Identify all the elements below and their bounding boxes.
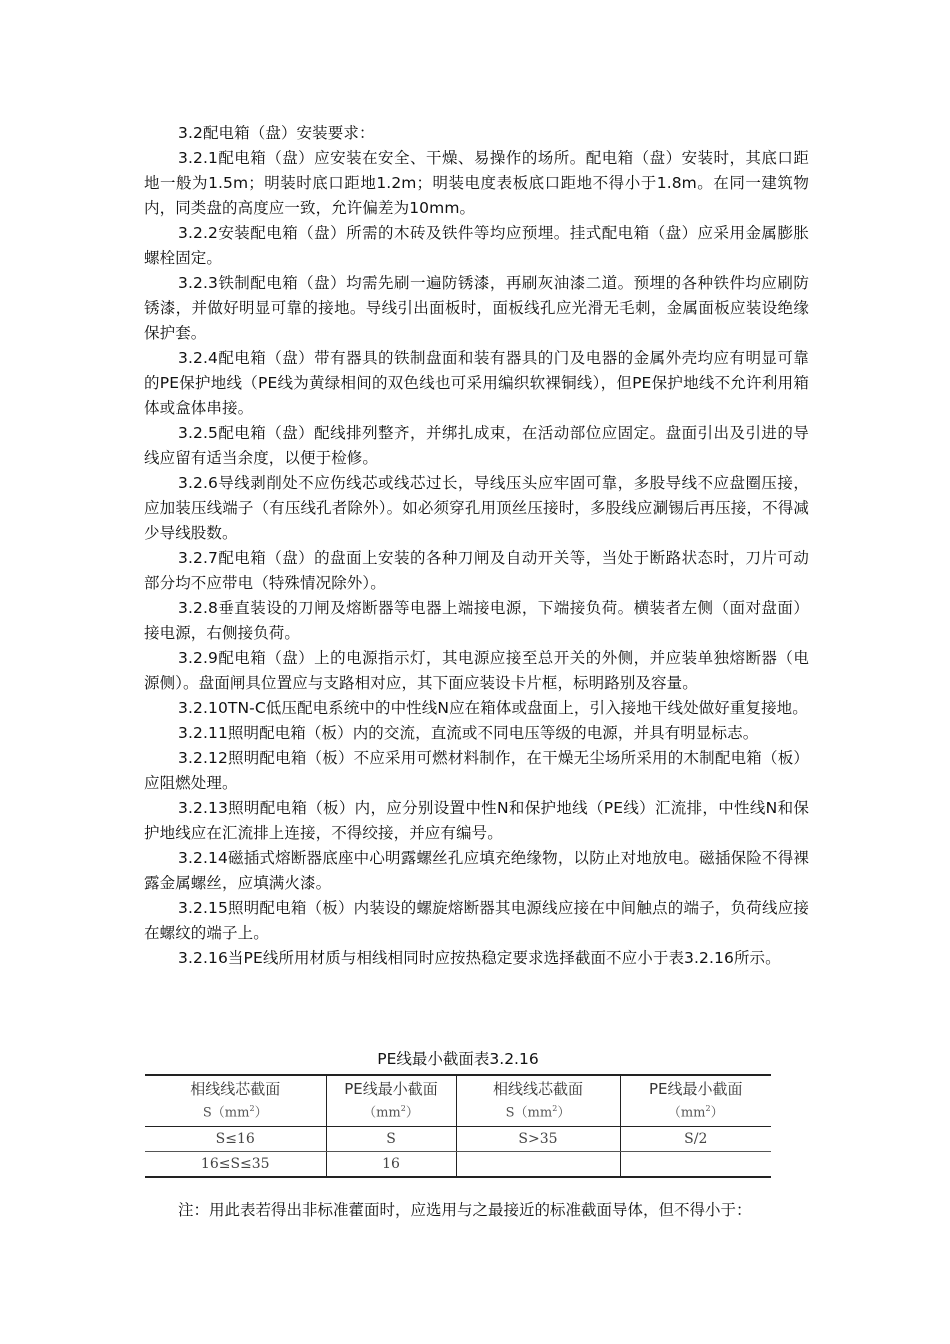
clause-3-2-13: 3.2.13照明配电箱（板）内，应分别设置中性N和保护地线（PE线）汇流排，中性线N和保护地线应在汇流排上连接，不得绞接，并应有编号。 [144,799,809,842]
table-header-row [145,1075,771,1127]
header-unit: $S(mm^2)$ [505,1103,571,1121]
clause-3-2-10: 3.2.10TN-C低压配电系统中的中性线N应在箱体或盘面上，引入接地干线处做好重复接地。 [178,699,808,717]
clause-3-2-14: 3.2.14磁插式熔断器底座中心明露螺丝孔应填充绝缘物，以防止对地放电。磁插保险不得裸露金属螺丝，应填满火漆。 [144,849,809,892]
table-cell: S [326,1127,456,1152]
table-note: 注：用此表若得出非标准藿面时，应选用与之最接近的标准截面导体，但不得小于： [178,1201,752,1219]
table-header-cell [326,1075,456,1127]
header-unit: $(mm^2)$ [667,1103,724,1121]
header-unit: $S(mm^2)$ [202,1103,268,1121]
clause-3-2-8: 3.2.8垂直装设的刀闸及熔断器等电器上端接电源，下端接负荷。横装者左侧（面对盘面）接电源，右侧接负荷。 [144,599,809,642]
clause-3-2-16: 3.2.16当PE线所用材质与相线相同时应按热稳定要求选择截面不应小于表3.2.16所示。 [178,949,781,967]
clause-3-2-3: 3.2.3铁制配电箱（盘）均需先刷一遍防锈漆，再刷灰油漆二道。预埋的各种铁件均应刷防锈漆，并做好明显可靠的接地。导线引出面板时，面板线孔应光滑无毛刺，金属面板应装设绝缘保护套。 [144,274,809,342]
header-unit: $(mm^2)$ [363,1103,419,1121]
table-cell: S>35 [456,1127,620,1152]
clause-3-2-5: 3.2.5配电箱（盘）配线排列整齐，并绑扎成束，在活动部位应固定。盘面引出及引进的导线应留有适当余度，以便于检修。 [144,424,809,467]
table-row [145,1152,771,1178]
table-cell: 16≤S≤35 [145,1152,326,1178]
table-header-cell [145,1075,326,1127]
table-header-cell [620,1075,771,1127]
section-heading: 3.2配电箱（盘）安装要求： [178,124,375,142]
table-cell: 16 [326,1152,456,1178]
document-body [144,121,809,971]
clause-3-2-9: 3.2.9配电箱（盘）上的电源指示灯，其电源应接至总开关的外侧，并应装单独熔断器（电源侧）。盘面闸具位置应与支路相对应，其下面应装设卡片框，标明路别及容量。 [144,649,809,692]
table-cell: S/2 [620,1127,771,1152]
clause-3-2-7: 3.2.7配电箱（盘）的盘面上安装的各种刀闸及自动开关等，当处于断路状态时，刀片可动部分均不应带电（特殊情况除外）。 [144,549,809,592]
header-name: PE线最小截面 [344,1079,438,1098]
clause-3-2-12: 3.2.12照明配电箱（板）不应采用可燃材料制作，在干燥无尘场所采用的木制配电箱（板）应阻燃处理。 [144,749,809,792]
table-cell [620,1152,771,1178]
clause-3-2-1: 3.2.1配电箱（盘）应安装在安全、干燥、易操作的场所。配电箱（盘）安装时，其底口距地一般为1.5m；明装时底口距地1.2m；明装电度表板底口距地不得小于1.8m。在同一建筑物内，同类盘的高度应一致，允许偏差为10mm。 [144,149,809,217]
table-header-cell [456,1075,620,1127]
header-name: 相线线芯截面 [492,1079,583,1098]
table-title: PE线最小截面表3.2.16 [377,1050,539,1068]
pe-cross-section-table [145,1074,771,1178]
table-cell [456,1152,620,1178]
header-name: 相线线芯截面 [190,1079,281,1098]
clause-3-2-6: 3.2.6导线剥削处不应伤线芯或线芯过长，导线压头应牢固可靠，多股导线不应盘圈压接，应加装压线端子（有压线孔者除外）。如必须穿孔用顶丝压接时，多股线应涮锡后再压接，不得减少导线股数。 [144,474,809,542]
clause-3-2-2: 3.2.2安装配电箱（盘）所需的木砖及铁件等均应预埋。挂式配电箱（盘）应采用金属膨胀螺栓固定。 [144,224,809,267]
clause-3-2-11: 3.2.11照明配电箱（板）内的交流，直流或不同电压等级的电源，并具有明显标志。 [178,724,759,742]
header-name: PE线最小截面 [648,1079,743,1098]
clause-3-2-15: 3.2.15照明配电箱（板）内装设的螺旋熔断器其电源线应接在中间触点的端子，负荷线应接在螺纹的端子上。 [144,899,809,942]
table-row [145,1127,771,1152]
table-cell: S≤16 [145,1127,326,1152]
clause-3-2-4: 3.2.4配电箱（盘）带有器具的铁制盘面和装有器具的门及电器的金属外壳均应有明显可靠的PE保护地线（PE线为黄绿相间的双色线也可采用编织软裸铜线），但PE保护地线不允许利用箱体或盒体串接。 [144,349,809,417]
